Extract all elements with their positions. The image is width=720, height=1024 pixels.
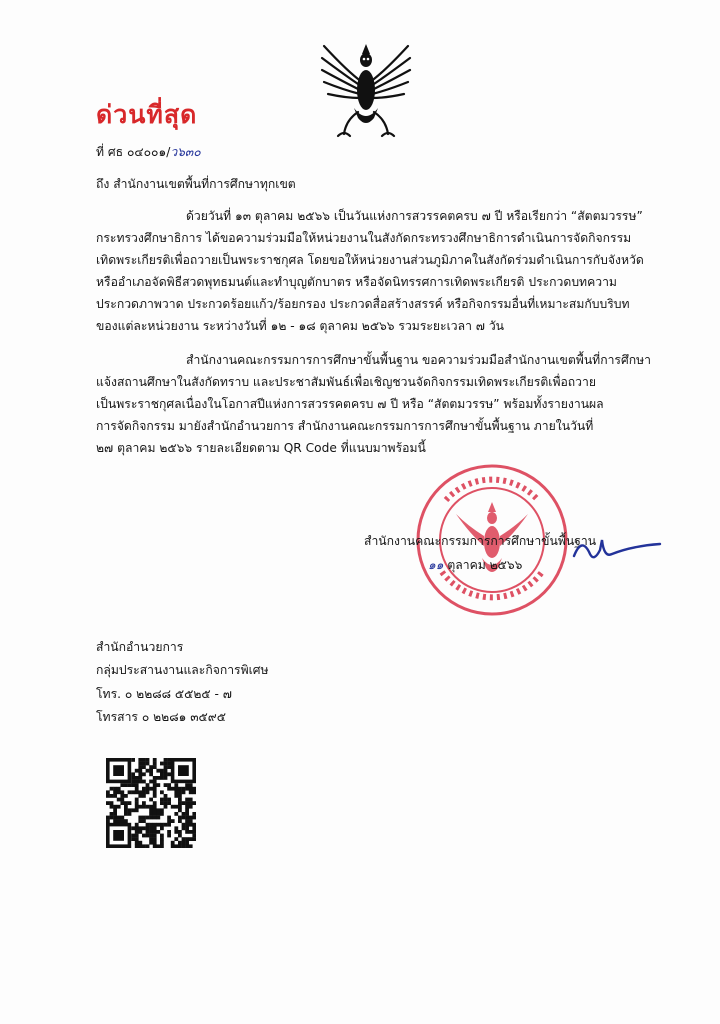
garuda-emblem-icon: [318, 42, 414, 142]
reference-handwritten-number: ว๖๓๐: [170, 145, 201, 159]
signing-office: สำนักงานคณะกรรมการการศึกษาขั้นพื้นฐาน: [364, 534, 597, 548]
footer-group: กลุ่มประสานงานและกิจการพิเศษ: [96, 663, 269, 677]
signing-date-rest: ตุลาคม ๒๕๖๖: [443, 558, 523, 572]
footer-fax: โทรสาร ๐ ๒๒๘๑ ๓๕๙๕: [96, 710, 226, 724]
paragraph-line: ด้วยวันที่ ๑๓ ตุลาคม ๒๕๖๖ เป็นวันแห่งการสวรรคตครบ ๗ ปี หรือเรียกว่า “สัตตมวรรษ”: [186, 209, 643, 223]
paragraph-line: ของแต่ละหน่วยงาน ระหว่างวันที่ ๑๒ - ๑๘ ตุลาคม ๒๕๖๖ รวมระยะเวลา ๗ วัน: [96, 319, 505, 333]
signing-date: [428, 557, 522, 573]
paragraph-line: แจ้งสถานศึกษาในสังกัดทราบ และประชาสัมพันธ์เพื่อเชิญชวนจัดกิจกรรมเทิดพระเกียรติเพื่อถวาย: [96, 375, 597, 389]
paragraph-line: กระทรวงศึกษาธิการ ได้ขอความร่วมมือให้หน่วยงานในสังกัดกระทรวงศึกษาธิการดำเนินการจัดกิจกรรม: [96, 231, 632, 245]
addressee: ถึง สำนักงานเขตพื้นที่การศึกษาทุกเขต: [96, 177, 296, 191]
footer-division: สำนักอำนวยการ: [96, 640, 184, 654]
reference-prefix: ที่ ศธ ๐๔๐๐๑/: [96, 145, 171, 159]
qr-code-icon[interactable]: [106, 758, 196, 848]
urgency-heading: ด่วนที่สุด: [96, 100, 198, 129]
paragraph-line: สำนักงานคณะกรรมการการศึกษาขั้นพื้นฐาน ขอความร่วมมือสำนักงานเขตพื้นที่การศึกษา: [186, 353, 651, 367]
paragraph-line: การจัดกิจกรรม มายังสำนักอำนวยการ สำนักงานคณะกรรมการการศึกษาขั้นพื้นฐาน ภายในวันที่: [96, 419, 594, 433]
footer-phone: โทร. ๐ ๒๒๘๘ ๕๕๒๕ - ๗: [96, 687, 232, 701]
reference-number: [96, 144, 201, 160]
handwritten-signature-icon: [572, 528, 662, 568]
paragraph-line: หรืออำเภอจัดพิธีสวดพุทธมนต์และทำบุญตักบาตร หรือจัดนิทรรศการเทิดพระเกียรติ ประกวดบทความ: [96, 275, 617, 289]
paragraph-line: เป็นพระราชกุศลเนื่องในโอกาสปีแห่งการสวรรคตครบ ๗ ปี หรือ “สัตตมวรรษ” พร้อมทั้งรายงานผล: [96, 397, 604, 411]
paragraph-line: ๒๗ ตุลาคม ๒๕๖๖ รายละเอียดตาม QR Code ที่แนบมาพร้อมนี้: [96, 441, 426, 455]
paragraph-line: เทิดพระเกียรติเพื่อถวายเป็นพระราชกุศล โดยขอให้หน่วยงานส่วนภูมิภาคในสังกัดร่วมดำเนินการกับจังหวัด: [96, 253, 644, 267]
paragraph-line: ประกวดภาพวาด ประกวดร้อยแก้ว/ร้อยกรอง ประกวดสื่อสร้างสรรค์ หรือกิจกรรมอื่นที่เหมาะสมกับบริบท: [96, 297, 630, 311]
signing-date-day: ๑๑: [428, 558, 444, 572]
